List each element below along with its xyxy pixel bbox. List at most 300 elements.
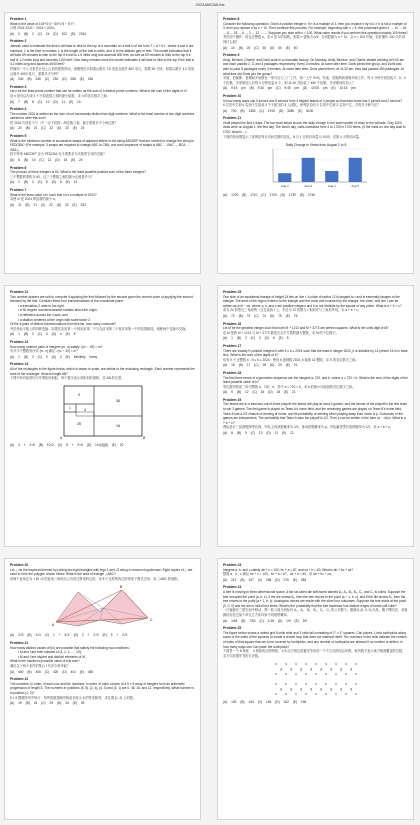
problem-text: The product of three integers is 60. What is the least possible positive sum of the three integers?	[10, 170, 147, 175]
answer-choice[interactable]: (D) 11	[266, 431, 278, 436]
answer-choice[interactable]: (D) 3280	[278, 108, 295, 113]
problem-block	[223, 585, 408, 623]
answer-choice[interactable]: (A) 1	[10, 354, 20, 359]
answer-choice[interactable]: (B) 246	[27, 77, 41, 82]
answer-choice[interactable]: (C) 22	[41, 126, 54, 131]
grid-dot	[355, 674, 356, 675]
grid-dot	[285, 674, 286, 675]
answer-choice[interactable]: (A) 2√3	[10, 633, 24, 638]
grid-dot	[315, 684, 316, 685]
x-tick-label: Aug 4	[327, 184, 336, 189]
grid-dot	[335, 684, 336, 685]
problem-block	[223, 344, 408, 368]
answer-choice[interactable]: (B) 24	[25, 701, 38, 706]
grid-dot	[335, 664, 336, 665]
x-tick-label: Aug 5	[350, 184, 359, 189]
problem-title: Problem 17	[223, 343, 242, 348]
answer-choices	[10, 180, 195, 185]
answer-choice[interactable]: (E) 2024	[70, 31, 87, 36]
problem-text: Jamesh used to estimate the time it will take to hike to the top of a mountain on a trail in of the form T = a + b·L, where a and b are numbers, L is the time in minutes, L is the length of the trail in miles, and G is the altitude gain in feet. The model estimates that it will take 69 minutes to hike to the top if a trail is 1.5 miles long and ascends 800 feet, as well as 69 minutes to hike to the top if a trail is 1.2 miles long and ascends 1100 feet. How many minutes does the model estimates it will take to hike to the top if the trail is 4.2 miles long and ascends 4000 feet?	[10, 43, 195, 67]
grid-dot	[285, 664, 286, 665]
problem-block	[10, 362, 195, 447]
problem-title: Problem 15	[223, 290, 242, 294]
answer-choice[interactable]: (B) 10	[23, 158, 36, 163]
answer-choice[interactable]: (B) 144	[240, 700, 254, 705]
problem-block	[10, 641, 195, 674]
problem-title: Problem 22	[10, 677, 29, 682]
problem-text: Let △ be the trapezoid formed by joining two right triangles with legs 1 and √3 along a common hypotenuse. Eight copies of △ are used to form the polygon shown below. What is the area of triangle △ABC?	[10, 567, 193, 577]
problem-text: The number 2024 is written as the sum of not necessarily distinct two-digit numbers. What is the least number of two-digit numbers needed to write this sum?	[10, 111, 195, 121]
document-header	[0, 0, 420, 10]
bar	[348, 158, 361, 182]
problem-title: Problem 2	[10, 39, 27, 44]
answer-choice[interactable]: (C) 74	[254, 313, 267, 318]
answer-choice[interactable]: (E) 264	[79, 77, 94, 82]
page-1	[4, 12, 201, 274]
answer-choice[interactable]: (B) 8	[23, 99, 34, 104]
answer-choice[interactable]: (B) 7/54	[241, 618, 256, 623]
grid-dot	[275, 674, 276, 675]
answer-choice[interactable]: (B) 2	[23, 354, 34, 359]
problem-translation: 设 M 是使 M + 1213 与 M + 3773 都是完全平方数的最大整数，求 M 的个位数字。	[223, 330, 339, 335]
answer-choice[interactable]: (C) 2700	[259, 108, 275, 113]
answer-choice[interactable]: (A) 16	[223, 363, 235, 368]
problem-block	[10, 134, 195, 163]
cell-number: 3	[329, 667, 332, 672]
answer-choice[interactable]: (B) 2	[23, 332, 34, 337]
answer-choice[interactable]: (E) 196	[292, 700, 307, 705]
problem-translation: 一只蜜蜂在三维空间中移动，掷一枚六面分别标有 A₁、A₂、B₁、B₂、C₁、C₂ 的公平骰子。蜜蜂从 (0, 0, 0) 出发，骰子掷四次，求蜜蜂恰好经过某个单位立方体四条不同棱的概率。	[223, 608, 408, 617]
problem-text: Let n be the least prime number that can be written as the sum of 5 distinct prime numbers. What is the sum of the digits of n?	[10, 89, 188, 94]
answer-choice[interactable]: (E) 50	[285, 45, 298, 50]
problem-translation: 等比数列的前三项为整数 a、720、b，其中 a < 720 < b，求 b 的最小可能值的各位数字之和。	[223, 384, 356, 389]
answer-choice[interactable]: (C) 29	[41, 701, 54, 706]
problem-translation: 三个整数的乘积为 60，这三个整数之和的最小正值是多少？	[10, 174, 95, 179]
problem-text: The figure below shows a dotted grid 8 cells wide and 3 cells tall consisting of 1″ × 1″ squares. Carl places 1-inch toothpicks along some of the sides of the squares to create a closed loop that does not intersect itself. The numbers in the cells indicate the number of sides of that square that are to be covered by toothpicks, and any number of toothpicks are allowed if no number is written. In how many ways can Carl place the toothpicks?	[223, 630, 408, 649]
cell-number: 3	[339, 667, 342, 672]
problem-bullet: • a 90-degree counterclockwise rotation about the origin,	[18, 308, 98, 313]
answer-choice[interactable]: (B) 2	[23, 31, 34, 36]
page-3	[4, 285, 201, 547]
answer-choice[interactable]: (A) 10	[223, 45, 235, 50]
grid-dot	[315, 674, 316, 675]
grid-dot	[355, 694, 356, 695]
answer-choice[interactable]: (A) 8	[223, 431, 233, 436]
problem-block	[223, 563, 408, 582]
cell-number: 3	[309, 667, 312, 672]
problem-text: All of the rectangles in the figure below, which is drawn to scale, are similar to the enclosing rectangle. Each number represents the area of the rectangle. What is length AB?	[10, 366, 195, 376]
answer-choice[interactable]: (B) 12	[236, 390, 249, 395]
answer-choice[interactable]: (D) 15	[55, 158, 67, 163]
cell-number: 3	[279, 687, 282, 692]
answer-choice[interactable]: (A) 2	[10, 180, 20, 185]
answer-choice[interactable]: (C) 9:45 pm	[276, 86, 299, 91]
dotted-grid	[271, 661, 361, 697]
answer-choice[interactable]: (A) 11	[10, 202, 22, 207]
problem-translation: 满足以下两个条件的集合 f 有多少种可能？	[10, 663, 71, 668]
answer-choice[interactable]: (A) 240	[10, 77, 24, 82]
grid-dot	[295, 674, 296, 675]
problem-bullet: • a translation 2 units to the right,	[18, 303, 65, 308]
grid-dot	[275, 684, 276, 685]
answer-choice[interactable]: (B) 3	[23, 180, 34, 185]
answer-choice[interactable]: (C) 18	[254, 363, 267, 368]
answer-choice[interactable]: (D) 34	[56, 701, 69, 706]
answer-choice[interactable]: (D) 4	[51, 332, 62, 337]
answer-choice[interactable]: (A) 9:15 pm	[223, 86, 246, 91]
cell-number: 3	[319, 667, 322, 672]
problem-block	[10, 85, 195, 104]
answer-choices	[10, 77, 195, 82]
answer-choice[interactable]: (B) 73	[238, 313, 251, 318]
problem-text: Integers a, b, and c satisfy ab + c = 100, bc + a = 87, and ca + b = 60. What is ab + bc + ca?	[223, 567, 354, 572]
x-tick-label: Aug 3	[303, 184, 312, 189]
answer-choice[interactable]: (D) 10:00 pm	[302, 86, 328, 91]
answer-choices	[223, 193, 408, 198]
grid-dot	[275, 694, 276, 695]
problem-text: Let M be the greatest integer such that both M + 1213 and M + 3773 are perfect squares. What is the units digit of M?	[223, 326, 389, 331]
answer-choice[interactable]: (C) 252	[44, 77, 59, 82]
problem-question: What is the maximum possible value of this sum?	[10, 659, 80, 664]
answer-choice[interactable]: (D) 258	[62, 77, 76, 82]
answer-choice[interactable]: (D) 11	[53, 99, 65, 104]
problem-title: Problem 8	[223, 17, 240, 21]
answer-choice[interactable]: (A) 212	[223, 577, 237, 582]
answer-choice[interactable]: (D) 1730	[280, 193, 296, 198]
problem-block	[10, 107, 195, 131]
answer-choice[interactable]: (C) 30	[254, 45, 267, 50]
answer-choice[interactable]: (C) 1 + 3√2	[44, 633, 70, 638]
answer-choice[interactable]: (E) 39	[72, 701, 85, 706]
answer-choice[interactable]: (B) 1350	[240, 108, 256, 113]
answer-choices	[223, 619, 408, 624]
answer-choice[interactable]: (A) 7	[10, 99, 20, 104]
answer-choice[interactable]: (E) 3 + 2√3	[102, 633, 128, 638]
answer-choice[interactable]: (E) 1740	[299, 193, 316, 198]
problem-title: Problem 19	[223, 397, 242, 402]
problem-block	[10, 17, 195, 36]
grid-dot	[275, 664, 276, 665]
answer-choice[interactable]: (C) 420	[44, 669, 59, 674]
problem-translation: 高为 24 的等边三角形的一边在直线 ℓ 上，半径为 12 的圆与 ℓ 相切并与三角形外切。求 a + b + c。	[223, 308, 361, 313]
problem-text: Two number-makers are told to compute if applying the first followed by the second given the current order of applying the second followed by the first. Consider these four transformations of the coordinate plane:	[10, 294, 193, 304]
cell-number: 3	[349, 687, 352, 692]
answer-choice[interactable]: (C) 258	[257, 577, 272, 582]
answer-choice[interactable]: (A) 1	[10, 332, 20, 337]
answer-choice[interactable]: (E) 12	[281, 431, 294, 436]
point-label-a: A	[59, 435, 62, 440]
answer-choice[interactable]: (A) 9	[223, 390, 233, 395]
grid-dot	[325, 684, 326, 685]
answer-choice[interactable]: (C) 3	[37, 332, 48, 337]
problem-block	[10, 563, 195, 638]
answer-choice[interactable]: (C) 24	[37, 31, 50, 36]
answer-choice[interactable]: (E) 20	[111, 442, 124, 447]
answer-choices	[223, 336, 408, 341]
answer-choice[interactable]: (D) 75	[269, 313, 282, 318]
problem-translation: 有多少个整数有序对 (m, n) 满足 √(n² − 49) = m？	[10, 349, 80, 354]
problem-text: One side of an equilateral triangle of height 24 lies on line ℓ. A circle of radius 12 is tangent to ℓ and is externally tangent to the triangle. The area of the region exterior to the triangle and the circle and bounded by the triangle, the circle, and line ℓ can be written as a√b − cπ, where a, b, and c are positive integers and b is not divisible by the square of any prime. What is a + b + c?	[223, 294, 402, 308]
answer-choice[interactable]: (E) 13	[65, 180, 78, 185]
answer-choice[interactable]: (A) 19	[10, 701, 22, 706]
answer-choice[interactable]: (E) 284	[292, 577, 307, 582]
cell-number: 3	[289, 687, 292, 692]
problem-title: Problem 23	[223, 563, 242, 567]
problem-block	[223, 322, 408, 341]
answer-choices	[223, 109, 408, 114]
problem-text: The numbers, in order, of each row and the numbers, in order, of each column of a 5 × 5 array of integers form an arithmetic progression of length 5. The numbers in positions (5, 5), (2, 4), (4, 3) and (3, 1) are 0, 48, 16, and 12, respectively. What number is in position (1, 2)?	[10, 681, 194, 695]
answer-choice[interactable]: (A) 0	[10, 31, 20, 36]
answer-choices	[10, 332, 195, 337]
answer-choice[interactable]: (D) 18	[268, 390, 280, 395]
problem-translation: 求使 n! 是 2024 的倍数的最小 n。	[10, 197, 58, 202]
grid-dot	[345, 664, 346, 665]
page-5	[4, 558, 201, 820]
problem-bullet: • M and f are disjoint and distinct elements of M.	[18, 654, 86, 659]
grid-dot	[285, 694, 286, 695]
answer-choice[interactable]: (D) 441	[62, 669, 76, 674]
answer-choice[interactable]: (B) 20	[238, 45, 251, 50]
problem-block	[10, 166, 195, 185]
answer-choice[interactable]: (D) 2 + 2√3	[73, 633, 99, 638]
answer-choices	[10, 443, 195, 448]
answer-choice[interactable]: (E) 76	[285, 313, 298, 318]
answer-choice[interactable]: (E) 8	[278, 336, 289, 341]
cell-number: 3	[309, 687, 312, 692]
problem-bullet: • a dilation centered at the origin with scale factor 2.	[18, 317, 91, 322]
point-label-b: B	[119, 585, 122, 590]
cell-number: 3	[299, 667, 302, 672]
problem-translation: 6 名初中生和 6 名高中生组成 3 个不相交的 4 人团队，使每队恰有 2 名初中生和 2 名高中生，共有多少种方法？	[223, 103, 381, 108]
answer-choice[interactable]: (D) 23	[56, 126, 69, 131]
answer-choice[interactable]: (A) 130	[223, 700, 237, 705]
problem-title: Problem 3	[10, 84, 27, 89]
answer-choice[interactable]: (A) 400	[10, 669, 24, 674]
answer-choice[interactable]: (B) 17	[238, 363, 251, 368]
cell-number: 3	[289, 667, 292, 672]
problem-title: Problem 14	[10, 362, 29, 367]
answer-choice[interactable]: (E) 253	[72, 202, 86, 207]
grid-dot	[355, 664, 356, 665]
answer-choice[interactable]: (A) 4 + 4√5	[10, 442, 35, 447]
area-label: 25	[76, 421, 81, 426]
answer-choice[interactable]: (C) 5	[37, 180, 48, 185]
bar	[278, 173, 291, 182]
area-label: 36	[115, 398, 120, 403]
problem-text: How many ordered pairs of integers (m, n) satisfy √(n² − 49) = m?	[10, 344, 103, 349]
answer-choice[interactable]: (E) 2/9	[294, 618, 308, 623]
bar	[325, 171, 338, 182]
problem-translation: 整数 a、b、c 满足 ab + c = 100，bc + a = 87，ca + b = 60，求 ab + bc + ca。	[223, 572, 334, 577]
grid-dot	[305, 684, 306, 685]
bar-chart	[261, 142, 371, 190]
problem-title: Problem 5	[10, 134, 27, 139]
page-2	[217, 12, 414, 274]
answer-choice[interactable]: (E) 5	[65, 332, 76, 337]
grid-dot	[295, 684, 296, 685]
answer-choice[interactable]: (D) 6	[264, 336, 275, 341]
answer-choice[interactable]: (B) 405	[27, 669, 41, 674]
answer-choice[interactable]: (A) 1/54	[223, 618, 238, 623]
cell-number: 3	[299, 687, 302, 692]
answer-choice[interactable]: (C) 22	[40, 202, 53, 207]
answer-choice[interactable]: (C) 3	[250, 336, 261, 341]
problem-translation: 5 × 5 整数阵列中每行、每列的数按顺序构成长度为 5 的等差数列，求位置 (1, 2) 上的数。	[10, 695, 137, 700]
problem-translation: 安迪、伯妮斯、查理和多里斯在一家巧克力工厂工作。周一上午 9:00，安迪、伯妮斯和查理开始工作，每 3 分钟分别包装 2、3、4 个包裹。多里斯加入后每 3 分钟包装 5 个。到 11:30 共包装了 450 个包裹，多里斯何时加入？	[223, 76, 406, 85]
problem-block	[223, 371, 408, 395]
answer-choices	[10, 158, 195, 163]
cell-number: 3	[349, 667, 352, 672]
grid-dot	[295, 694, 296, 695]
answer-choice[interactable]: (E) 21	[285, 363, 298, 368]
cell-number: 3	[329, 687, 332, 692]
answer-choices	[223, 578, 408, 583]
area-label: 4	[83, 407, 86, 412]
grid-dot	[355, 684, 356, 685]
answer-choice[interactable]: (C) 16	[252, 390, 265, 395]
problem-title: Problem 10	[223, 93, 242, 98]
answer-choice[interactable]: (E) Infinitely many	[65, 354, 98, 359]
answer-choice[interactable]: (D) 20	[269, 363, 282, 368]
answer-choice[interactable]: (B) 21	[25, 126, 38, 131]
problem-title: Problem 4	[10, 107, 27, 112]
problem-title: Problem 7	[10, 188, 27, 192]
answer-choice[interactable]: (B) 1710	[242, 193, 258, 198]
answer-choice[interactable]: (D) 10√[4]{8}	[86, 442, 108, 447]
answer-choice[interactable]: (E) 10:15 pm	[331, 86, 356, 91]
answer-choice[interactable]: (C) 1720	[261, 193, 277, 198]
problem-block	[10, 188, 195, 207]
grid-dot	[325, 664, 326, 665]
answer-choices	[10, 670, 195, 675]
answer-choice[interactable]: (C) 12	[39, 158, 52, 163]
x-tick-label: Aug 2	[280, 184, 289, 189]
page-6	[217, 558, 414, 820]
problem-text: A bee is moving in three-dimensional space. A fair six-sided die with faces labeled A₁, A₂, B₁, B₂, C₁, and C₂ is rolled. Suppose the bee occupies the point (a, b, c). If the die shows A₁, then the bee moves to the point (a − 1, b, c), and if the die shows A₂, then the bee moves to the point (a + 1, b, c). Analogous moves are made with the other four outcomes. Suppose the bee starts at the point (0, 0, 0) and the die is rolled four times. What is the probability that the bee traverses four distinct edges of some unit cube?	[223, 589, 406, 608]
answer-choices	[10, 701, 195, 706]
rectangles-figure	[58, 384, 148, 440]
grid-dot	[335, 674, 336, 675]
answer-choice[interactable]: (B) 9	[236, 431, 247, 436]
grid-dot	[305, 664, 306, 665]
answer-choice[interactable]: (D) 4	[51, 354, 62, 359]
answer-choice[interactable]: (D) 40	[269, 45, 282, 50]
problem-text: What is the minimum number of successive swaps of adjacent letters in the string ABCDEF that are needed to change the string to FEDCBA? (For example, 3 swaps are required to change ABC to CBA; one such sequence of swaps is ABC → BAC → BCA → CBA.)	[10, 138, 195, 152]
problem-block	[10, 39, 195, 81]
answer-choice[interactable]: (A) 720	[223, 108, 237, 113]
grid-dot	[285, 684, 286, 685]
problem-block	[10, 677, 195, 706]
answer-choice[interactable]: (D) 276	[275, 577, 289, 582]
problem-text: What is the least value of n such that n! is a multiple of 2024?	[10, 192, 97, 197]
problem-text: The first three terms of a geometric sequence are the integers a, 720, and b, where a < 720 < b. What is the sum of the digits of the least possible value of b?	[223, 375, 408, 385]
problem-title: Problem 16	[223, 321, 242, 326]
problem-title: Problem 24	[223, 585, 242, 590]
problem-title: Problem 6	[10, 165, 27, 170]
answer-choice[interactable]: (B) 21	[25, 202, 38, 207]
cell-number: 3	[279, 667, 282, 672]
problem-block	[223, 398, 408, 436]
problem-text: In how many ways can 6 juniors and 6 seniors form 3 disjoint teams of 4 people so that each team has 2 juniors and 2 seniors?	[223, 98, 403, 103]
problem-translation: 考虑如下操作：给定正整数 n，若 n 是 3 的倍数，则将 n 替换为 n/3；否则替换为 n + 10。从 n = 100 开始，恰好操作 100 次后得到什么值？	[223, 35, 405, 44]
answer-choice[interactable]: (D) 202	[53, 31, 68, 36]
answer-choices	[223, 363, 408, 368]
grid-dot	[325, 674, 326, 675]
problem-translation: 用两个直角边为 1 和 √3 的直角三角形沿公共斜边拼成四边形，用 8 个这样的四边形拼成下图多边形，求 △ABC 的面积。	[10, 576, 181, 581]
problem-translation: 设 n 是可以写成 5 个不同质数之和的最小质数，求 n 的各位数字之和。	[10, 93, 110, 98]
answer-choice[interactable]: (B) 3√3	[27, 633, 41, 638]
answer-choices	[223, 700, 408, 705]
answer-choice[interactable]: (E) 24	[70, 158, 83, 163]
problem-block	[223, 53, 408, 91]
problem-translation: 将字符串 ABCDEF 变为 FEDCBA 至少需要多少次相邻字母的交换？	[10, 152, 107, 157]
problem-text: Consider the following operation. Given a positive integer n, if n is a multiple of 3, then you replace n by n/3. If n is not a multiple of 3, then you replace n by n + 10. Then continue this process. For example, beginning with n = 4, this procedure gives 4 → 14 → 24 → 8 → 18 → 6 → 2 → 12 → … Suppose you start with n = 100. What value results if you perform this operation exactly 100 times?	[223, 21, 408, 35]
problem-text: How many distinct values of f(x) are possible that satisfy the following two conditions:	[10, 645, 130, 650]
answer-choice[interactable]: (E) 24	[72, 126, 85, 131]
problem-title: Problem 20	[10, 563, 29, 567]
answer-choices	[223, 390, 408, 395]
answer-choice[interactable]: (C) 10	[250, 431, 263, 436]
answer-choice[interactable]: (D) 162	[275, 700, 289, 705]
answer-choice[interactable]: (B) 2	[236, 336, 247, 341]
chart-title: Daily Change in Views from August 2 to 5	[285, 143, 346, 148]
answer-choice[interactable]: (E) 8100	[298, 108, 314, 113]
problem-translation: 下图中所有矩形均与外围矩形相似，每个数字表示该矩形的面积，求 AB 的长度。	[10, 376, 125, 381]
answer-choice[interactable]: (D) 23	[56, 202, 69, 207]
problem-block	[10, 340, 195, 359]
answer-choice[interactable]: (C) 5 + 5√5	[57, 442, 83, 447]
answer-choice[interactable]: (B) 9:30 pm	[249, 86, 273, 91]
grid-dot	[295, 664, 296, 665]
answer-choice[interactable]: (A) 72	[223, 313, 235, 318]
answer-choice[interactable]: (E) 21	[283, 390, 296, 395]
area-label: 16	[115, 423, 120, 428]
answer-choices	[10, 203, 195, 208]
document-title: 2024AMC8A.ink	[195, 2, 225, 7]
answer-choice[interactable]: (B) 10√2	[38, 442, 54, 447]
answer-choice[interactable]: (E) 13	[68, 99, 81, 104]
problem-bullet: • a reflection across the x-axis, and	[18, 312, 68, 317]
answer-choice[interactable]: (D) 6	[51, 180, 62, 185]
answer-choices	[10, 633, 195, 638]
cell-number: 3	[339, 687, 342, 692]
problem-title: Problem 21	[10, 640, 29, 645]
answer-choice[interactable]: (A) 20	[10, 126, 22, 131]
problem-title: Problem 18	[223, 370, 242, 375]
answer-choice[interactable]: (D) 1/9	[277, 618, 291, 623]
point-label-c: C	[149, 618, 152, 623]
answer-choice[interactable]: (C) 1/18	[259, 618, 274, 623]
problem-title: Problem 25	[223, 626, 242, 631]
answer-choice[interactable]: (C) 10	[37, 99, 50, 104]
answer-choice[interactable]: (A) 1700	[223, 193, 239, 198]
area-label: 1	[68, 405, 71, 410]
problem-text: Zeda played the first 4 days. The bar chart below shows the daily change in the total number of visits to the website. Only 1000 visits were on August 1, the first day. The fourth day, visits increased from 4 to 1700 in 1700 times. (If the visits on one day total to 1700, what is ...)	[223, 120, 406, 135]
answer-choice[interactable]: (A) 6	[10, 158, 20, 163]
problem-block	[223, 116, 408, 198]
grid-dot	[335, 694, 336, 695]
answer-choice[interactable]: (B) 247	[240, 577, 254, 582]
problem-title: Problem 9	[223, 53, 240, 58]
answer-choice[interactable]: (A) 1	[223, 336, 233, 341]
page-4	[217, 285, 414, 547]
bar	[301, 158, 314, 182]
grid-dot	[345, 684, 346, 685]
answer-choice[interactable]: (C) 146	[257, 700, 272, 705]
grid-dot	[345, 694, 346, 695]
answer-choice[interactable]: (C) 3	[37, 354, 48, 359]
answer-choice[interactable]: (E) 450	[79, 669, 94, 674]
